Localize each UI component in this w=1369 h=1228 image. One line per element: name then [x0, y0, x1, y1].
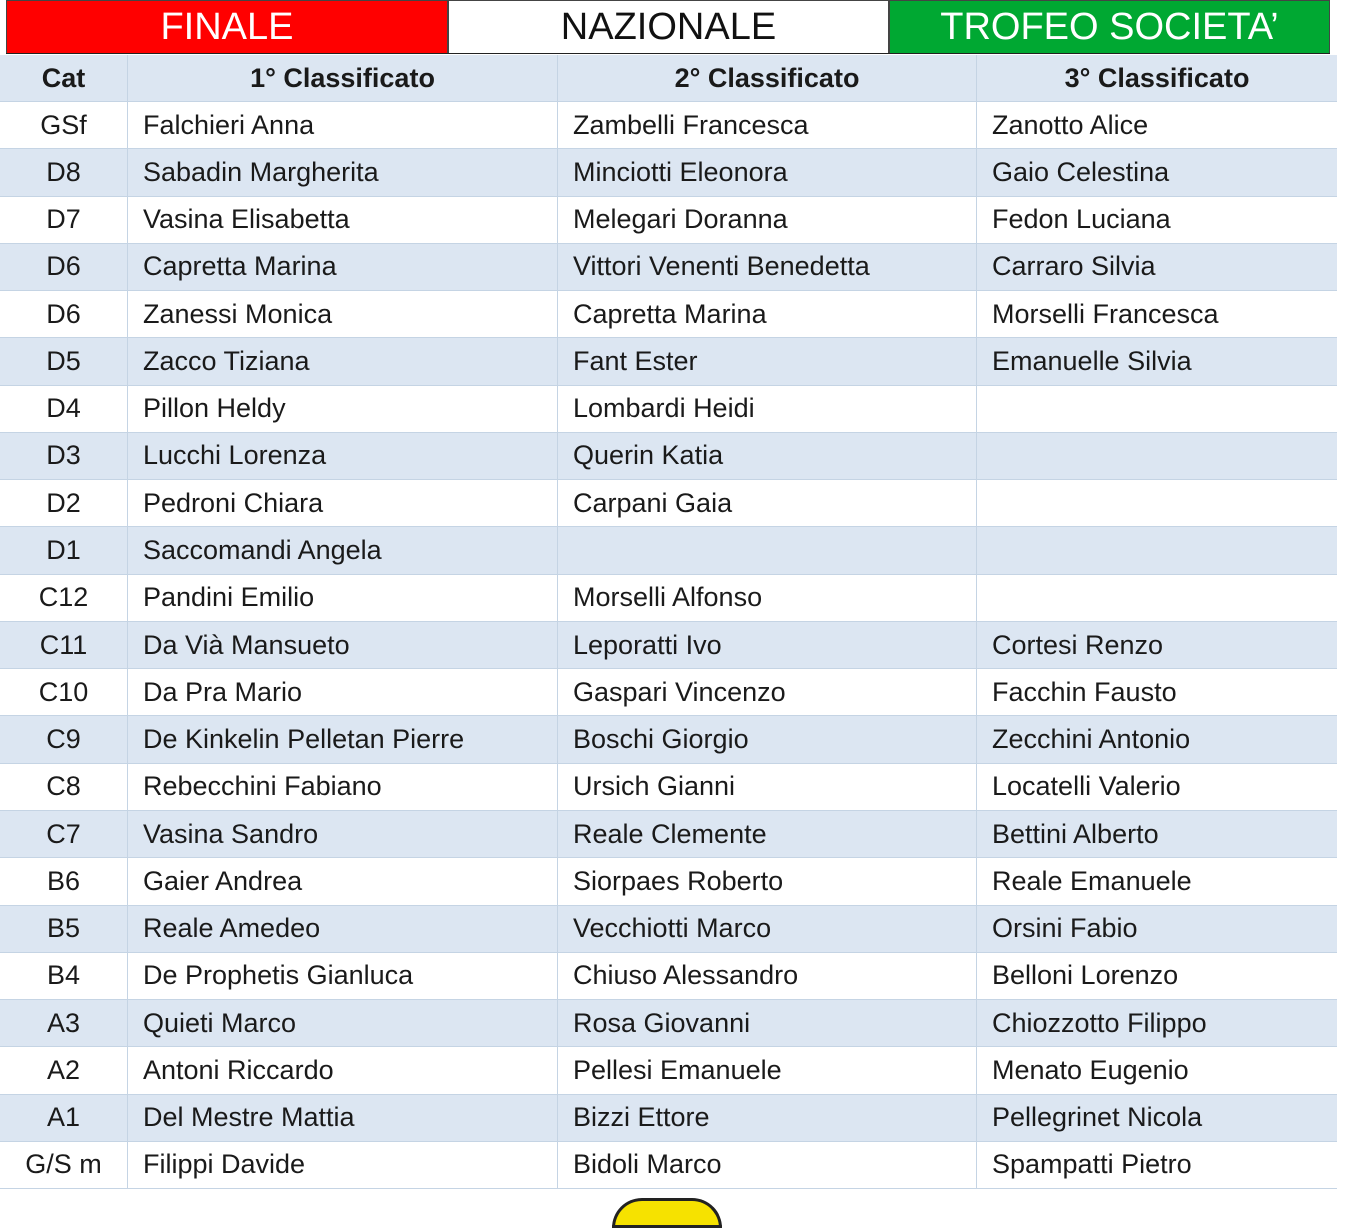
table-row: [0, 291, 1337, 338]
second-place-cell: Chiuso Alessandro: [558, 953, 977, 999]
category-cell: A3: [0, 1000, 128, 1046]
third-place-cell: Carraro Silvia: [992, 251, 1156, 282]
banner-finale: FINALE: [6, 0, 448, 53]
second-place-cell: Zambelli Francesca: [558, 102, 977, 148]
second-place-cell: Bizzi Ettore: [558, 1095, 977, 1141]
third-place-cell: [977, 527, 1337, 573]
category-cell: GSf: [0, 102, 128, 148]
table-header-row: [0, 55, 1337, 102]
table-row: [0, 1142, 1337, 1189]
third-place-cell: Belloni Lorenzo: [992, 960, 1179, 991]
category-cell: B6: [0, 858, 128, 904]
first-place-cell: Vasina Sandro: [128, 811, 558, 857]
table-row: [0, 575, 1337, 622]
category-cell: D4: [0, 386, 128, 432]
first-place-cell: Pillon Heldy: [128, 386, 558, 432]
category-cell: D7: [0, 197, 128, 243]
first-place-cell: Saccomandi Angela: [128, 527, 558, 573]
second-place-cell: [558, 527, 977, 573]
third-place-cell: Reale Emanuele: [992, 865, 1192, 896]
table-row: [0, 669, 1337, 716]
header-first-place: 1° Classificato: [128, 55, 558, 101]
second-place-cell: Capretta Marina: [558, 291, 977, 337]
table-row: [0, 1000, 1337, 1047]
third-place-cell: Chiozzotto Filippo: [992, 1007, 1207, 1038]
table-row: [0, 1095, 1337, 1142]
first-place-cell: Da Pra Mario: [128, 669, 558, 715]
category-cell: D3: [0, 433, 128, 479]
category-cell: G/S m: [0, 1142, 128, 1188]
table-row: [0, 906, 1337, 953]
first-place-cell: Gaier Andrea: [128, 858, 558, 904]
first-place-cell: Falchieri Anna: [128, 102, 558, 148]
second-place-cell: Rosa Giovanni: [558, 1000, 977, 1046]
second-place-cell: Ursich Gianni: [558, 764, 977, 810]
first-place-cell: Zacco Tiziana: [128, 338, 558, 384]
third-place-cell: [977, 386, 1337, 432]
first-place-cell: Antoni Riccardo: [128, 1047, 558, 1093]
table-row: [0, 716, 1337, 763]
first-place-cell: Capretta Marina: [128, 244, 558, 290]
category-cell: A2: [0, 1047, 128, 1093]
first-place-cell: Vasina Elisabetta: [128, 197, 558, 243]
table-row: [0, 197, 1337, 244]
third-place-cell: Bettini Alberto: [992, 818, 1159, 849]
category-cell: D2: [0, 480, 128, 526]
category-cell: D1: [0, 527, 128, 573]
first-place-cell: Del Mestre Mattia: [128, 1095, 558, 1141]
results-table: [0, 55, 1337, 1189]
category-cell: B5: [0, 906, 128, 952]
table-row: [0, 244, 1337, 291]
title-banner: [6, 0, 1330, 54]
category-cell: C11: [0, 622, 128, 668]
second-place-cell: Carpani Gaia: [558, 480, 977, 526]
third-place-cell: [977, 433, 1337, 479]
table-row: [0, 149, 1337, 196]
first-place-cell: Zanessi Monica: [128, 291, 558, 337]
category-cell: C10: [0, 669, 128, 715]
second-place-cell: Vecchiotti Marco: [558, 906, 977, 952]
header-second-place: 2° Classificato: [558, 55, 977, 101]
banner-nazionale: NAZIONALE: [448, 0, 889, 53]
third-place-cell: Emanuelle Silvia: [992, 345, 1192, 376]
first-place-cell: Rebecchini Fabiano: [128, 764, 558, 810]
first-place-cell: Da Vià Mansueto: [128, 622, 558, 668]
category-cell: D6: [0, 244, 128, 290]
table-row: [0, 102, 1337, 149]
table-row: [0, 622, 1337, 669]
header-third-place: 3° Classificato: [1064, 62, 1250, 93]
table-row: [0, 527, 1337, 574]
first-place-cell: Lucchi Lorenza: [128, 433, 558, 479]
first-place-cell: Reale Amedeo: [128, 906, 558, 952]
category-cell: A1: [0, 1095, 128, 1141]
first-place-cell: De Prophetis Gianluca: [128, 953, 558, 999]
first-place-cell: Sabadin Margherita: [128, 149, 558, 195]
category-cell: C7: [0, 811, 128, 857]
second-place-cell: Siorpaes Roberto: [558, 858, 977, 904]
table-row: [0, 1047, 1337, 1094]
table-row: [0, 858, 1337, 905]
second-place-cell: Gaspari Vincenzo: [558, 669, 977, 715]
second-place-cell: Querin Katia: [558, 433, 977, 479]
third-place-cell: Cortesi Renzo: [992, 629, 1164, 660]
third-place-cell: Orsini Fabio: [992, 913, 1138, 944]
third-place-cell: [977, 575, 1337, 621]
third-place-cell: Spampatti Pietro: [992, 1149, 1192, 1180]
table-row: [0, 338, 1337, 385]
table-row: [0, 386, 1337, 433]
second-place-cell: Lombardi Heidi: [558, 386, 977, 432]
third-place-cell: Menato Eugenio: [992, 1054, 1189, 1085]
second-place-cell: Fant Ester: [558, 338, 977, 384]
first-place-cell: Pedroni Chiara: [128, 480, 558, 526]
second-place-cell: Morselli Alfonso: [558, 575, 977, 621]
category-cell: C8: [0, 764, 128, 810]
first-place-cell: Pandini Emilio: [128, 575, 558, 621]
third-place-cell: Zanotto Alice: [992, 109, 1149, 140]
first-place-cell: Filippi Davide: [128, 1142, 558, 1188]
third-place-cell: Pellegrinet Nicola: [992, 1102, 1203, 1133]
table-row: [0, 953, 1337, 1000]
second-place-cell: Vittori Venenti Benedetta: [558, 244, 977, 290]
third-place-cell: Fedon Luciana: [992, 204, 1171, 235]
third-place-cell: [977, 480, 1337, 526]
category-cell: D5: [0, 338, 128, 384]
second-place-cell: Bidoli Marco: [558, 1142, 977, 1188]
table-row: [0, 480, 1337, 527]
third-place-cell: Morselli Francesca: [992, 298, 1219, 329]
category-cell: D6: [0, 291, 128, 337]
table-row: [0, 811, 1337, 858]
first-place-cell: De Kinkelin Pelletan Pierre: [128, 716, 558, 762]
header-cat: Cat: [0, 55, 128, 101]
third-place-cell: Zecchini Antonio: [992, 724, 1191, 755]
second-place-cell: Minciotti Eleonora: [558, 149, 977, 195]
logo-partial: [612, 1198, 722, 1228]
category-cell: D8: [0, 149, 128, 195]
third-place-cell: Gaio Celestina: [992, 156, 1170, 187]
second-place-cell: Boschi Giorgio: [558, 716, 977, 762]
category-cell: C12: [0, 575, 128, 621]
banner-trofeo-societa: TROFEO SOCIETA’: [889, 0, 1330, 53]
third-place-cell: Locatelli Valerio: [992, 771, 1181, 802]
second-place-cell: Pellesi Emanuele: [558, 1047, 977, 1093]
second-place-cell: Reale Clemente: [558, 811, 977, 857]
third-place-cell: Facchin Fausto: [992, 676, 1177, 707]
second-place-cell: Melegari Doranna: [558, 197, 977, 243]
first-place-cell: Quieti Marco: [128, 1000, 558, 1046]
table-row: [0, 433, 1337, 480]
second-place-cell: Leporatti Ivo: [558, 622, 977, 668]
table-row: [0, 764, 1337, 811]
category-cell: C9: [0, 716, 128, 762]
category-cell: B4: [0, 953, 128, 999]
